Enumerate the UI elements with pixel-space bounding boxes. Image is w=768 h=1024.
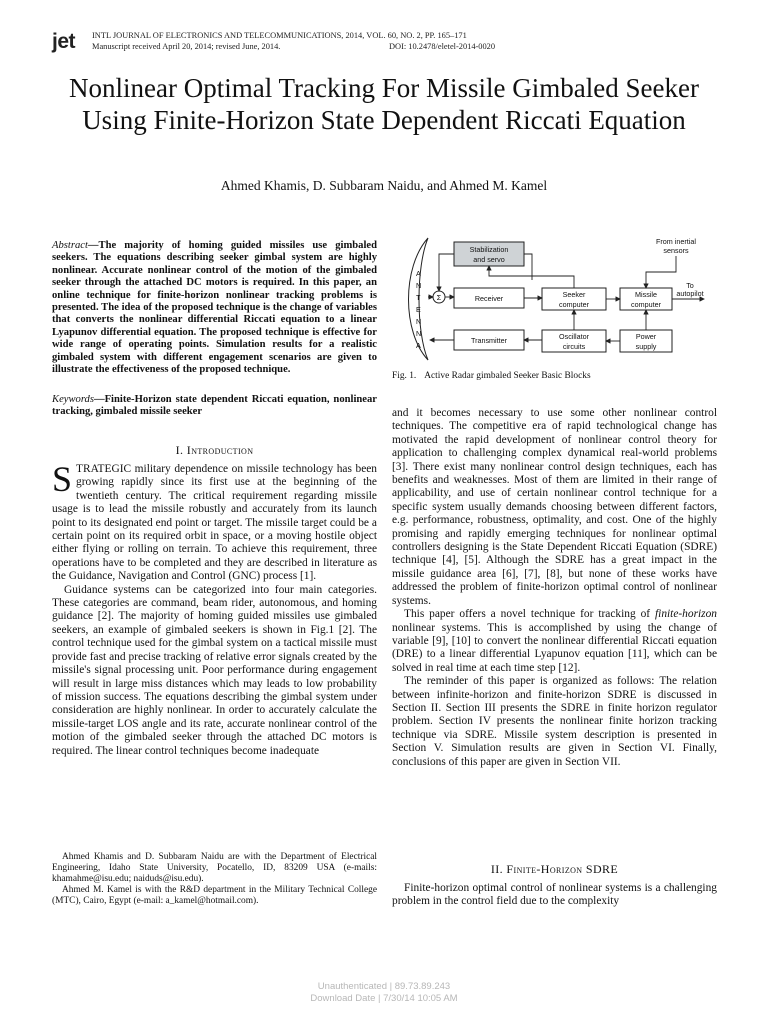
keywords <box>52 394 377 419</box>
antenna-letter: T <box>416 293 421 302</box>
figure-1-diagram <box>392 232 722 364</box>
watermark-date: Download Date | 7/30/14 10:05 AM <box>310 993 458 1004</box>
right-paragraph-1: and it becomes necessary to use some other nonlinear control techniques. The competitive era of rapid technological change has motivated the rapid development of nonlinear control theory for application to challenging complex dynamical real-world problems [3]. There exist many nonlinear control design techniques, each has benefits and weaknesses. Most of them are limited in their range of applicability, and use of certain nonlinear control technique for a specific system usually demands choosing between different factors, e.g. performance, robustness, optimality, and cost. One of the highly promising and rapidly emerging techniques for nonlinear optimal controllers designing is the State Dependent Riccati Equation (SDRE) technique [4], [5]. Although the SDRE has a great impact in the missile guidance area [6], [7], [8], but none of these works have addressed the problem of finite-horizon optimal control of nonlinear systems. <box>392 407 717 607</box>
oscillator-label: circuits <box>562 342 586 351</box>
abstract-text: —The majority of homing guided missiles use gimbaled seekers. The equations describing seeker gimbal system are highly nonlinear. Accurate nonlinear control of the motion of the gimbaled seeker through the attached DC motors is required. In this paper, an online technique for finite-horizon nonlinear tracking problems is presented. The idea of the proposed technique is the change of variables that converts the nonlinear differential Riccati equation to a linear Lyapunov differential equation. The proposed technique is effective for wide range of operating points. Simulation results for a realistic gimbaled system with different engagement scenarios are given to illustrate the effectiveness of the proposed technique. <box>52 240 377 376</box>
right-paragraph-2: This paper offers a novel technique for tracking of finite-horizon nonlinear systems. This is accomplished by using the change of variable [9], [10] to convert the nonlinear differential Riccati equation (DRE) to a linear differential Lyapunov equation [11], which can be solved in real time at each time step [12]. <box>392 608 717 674</box>
journal-logo: jet <box>52 30 76 53</box>
power-label: Power <box>635 332 657 341</box>
transmitter-label: Transmitter <box>470 336 508 345</box>
intro-lead-word: TRATEGIC <box>76 463 132 475</box>
footnotes <box>52 852 377 907</box>
abstract-label: Abstract <box>52 240 88 251</box>
autopilot-label: To <box>686 281 694 290</box>
paper-title: Nonlinear Optimal Tracking For Missile Gimbaled Seeker Using Finite-Horizon State Dependent Riccati Equation <box>69 73 699 135</box>
section2-body <box>392 882 717 909</box>
figure-caption-text: Active Radar gimbaled Seeker Basic Blocks <box>424 371 591 381</box>
receiver-label: Receiver <box>474 294 504 303</box>
seeker-block-diagram <box>392 232 722 364</box>
figure-caption-label: Fig. 1. <box>392 371 417 381</box>
power-label: supply <box>635 342 657 351</box>
antenna-letter: N <box>416 281 422 290</box>
antenna-letter: N <box>416 317 422 326</box>
abstract <box>52 240 377 376</box>
right-column-body <box>392 407 717 769</box>
figure-caption <box>392 371 591 381</box>
antenna-letter: A <box>416 269 421 278</box>
antenna-letters <box>416 269 421 350</box>
inertial-label: From inertial <box>656 237 696 246</box>
antenna-letter: N <box>416 329 422 338</box>
drop-cap: S <box>52 459 73 499</box>
section-heading-finite-horizon: II. Finite-Horizon SDRE <box>490 862 619 876</box>
antenna-letter: E <box>416 305 421 314</box>
doi[interactable]: DOI: 10.2478/eletel-2014-0020 <box>389 42 496 51</box>
stabilization-label: and servo <box>473 255 505 264</box>
oscillator-label: Oscillator <box>559 332 589 341</box>
right-paragraph-3: The reminder of this paper is organized as follows: The relation between infinite-horizon and finite-horizon SDRE is discussed in Section II. Section III presents the SDRE in finite horizon regulator problem. Section IV presents the nonlinear finite horizon tracking technique via SDRE. Missile system description is presented in Section V. Simulation results are given in Section VI. Finally, conclusions of this paper are given in Section VII. <box>392 675 717 768</box>
footnote-1: Ahmed Khamis and D. Subbaram Naidu are with the Department of Electrical Engineering, Idaho State University, Pocatello, ID, 83209 USA (e-mails: khamahme@isu.edu; naiduds@isu.edu). <box>52 852 377 884</box>
section2-paragraph-1: Finite-horizon optimal control of nonlinear systems is a challenging problem in the control field due to the complexity <box>392 882 717 908</box>
intro-body <box>52 459 377 758</box>
missile-label: computer <box>631 300 661 309</box>
seeker-label: computer <box>559 300 589 309</box>
seeker-label: Seeker <box>562 290 586 299</box>
sum-symbol: Σ <box>436 293 442 302</box>
missile-label: Missile <box>635 290 657 299</box>
section-heading-introduction: I. Introduction <box>175 443 254 457</box>
antenna-letter: A <box>416 341 421 350</box>
authors: Ahmed Khamis, D. Subbaram Naidu, and Ahmed M. Kamel <box>220 178 548 193</box>
inertial-label: sensors <box>663 246 689 255</box>
journal-line: INTL JOURNAL OF ELECTRONICS AND TELECOMMUNICATIONS, 2014, VOL. 60, NO. 2, PP. 165–171 <box>92 31 467 40</box>
footnote-2: Ahmed M. Kamel is with the R&D department in the Military Technical College (MTC), Cairo, Egypt (e-mail: a_kamel@hotmail.com). <box>52 885 377 906</box>
intro-paragraph-1: STRATEGIC military dependence on missile technology has been growing rapidly since its first use at the beginning of the twentieth century. The critical requirement regarding missile usage is to lead the missile robustly and accurately from its launch point to its designated end point or target. The missile target could be a certain point on its required orbit in space, or a moving hostile object either flying or rolling on terrain. To achieve this requirement, three operations have to be completed and they are described in literature as the Guidance, Navigation and Control (GNC) process [1]. <box>52 459 377 583</box>
intro-paragraph-2: Guidance systems can be categorized into four main categories. These categories are command, beam rider, autonomous, and homing guidance [2]. The majority of homing guided missiles use gimbaled seekers, an example of gimbaled seekers is shown in Fig.1 [2]. The control technique used for the gimbal system on a tactical missile must provide fast and precise tracking of relative error signals created by the missile's signal processing unit. Poor performance during engagement will result in large miss distances which may leads to low probability of mission success. The equations describing the gimbal system under consideration are highly nonlinear. In order to accurately calculate the missile-target LOS angle and its rate, accurate nonlinear control of the motion of the gimbaled seeker through the attached DC motors is required. The linear control techniques become inadequate <box>52 583 377 757</box>
received-line: Manuscript received April 20, 2014; revised June, 2014. <box>92 42 281 51</box>
watermark-auth: Unauthenticated | 89.73.89.243 <box>317 981 451 992</box>
keywords-label: Keywords <box>52 394 94 405</box>
keywords-text: —Finite-Horizon state dependent Riccati equation, nonlinear tracking, gimbaled missile seeker <box>52 394 377 418</box>
autopilot-label: autopilot <box>676 289 704 298</box>
stabilization-label: Stabilization <box>469 245 509 254</box>
